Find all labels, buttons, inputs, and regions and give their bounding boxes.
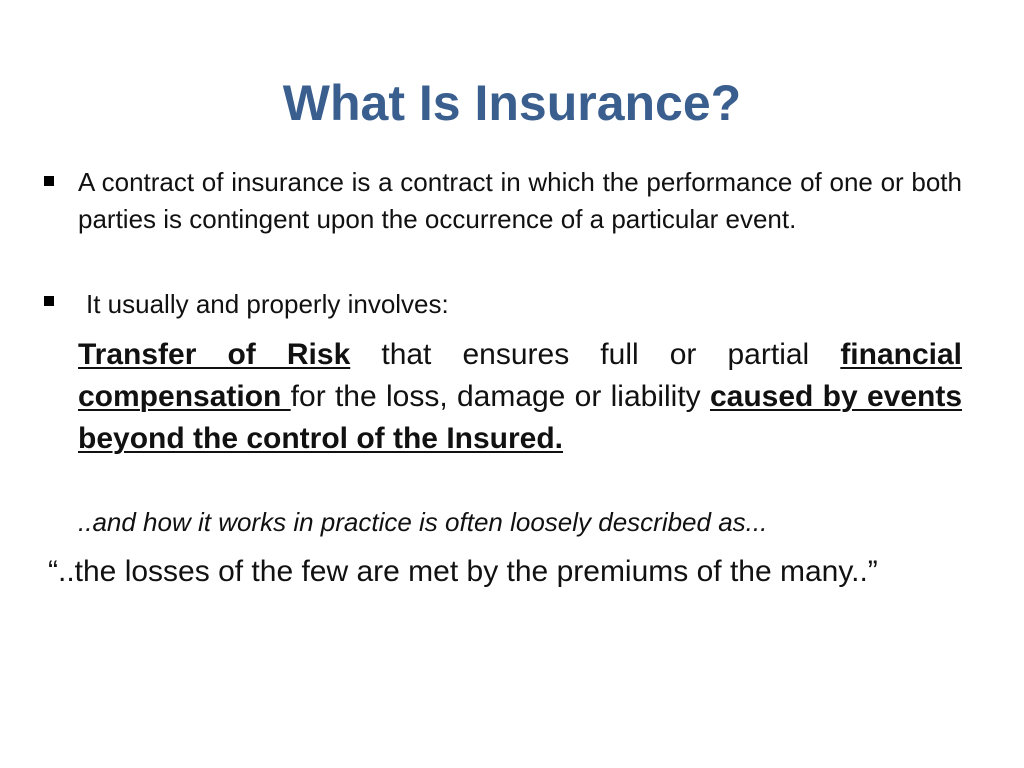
term-financial-compensation: financial compensation [78, 338, 963, 413]
bullet-square-icon [44, 296, 54, 306]
bullet-text-involves: It usually and properly involves: [86, 289, 449, 319]
term-caused-by-events: caused by events beyond the control of the Insured. [78, 380, 963, 455]
term-transfer-of-risk: Transfer of Risk [78, 338, 351, 371]
practice-note: ..and how it works in practice is often loosely described as... [78, 507, 768, 537]
definition-connector-1: that ensures full or partial [350, 338, 841, 371]
risk-transfer-definition [78, 334, 962, 460]
bullet-square-icon [44, 176, 54, 186]
slide-title: What Is Insurance? [282, 75, 742, 131]
quote-text: “..the losses of the few are met by the premiums of the many..” [48, 555, 878, 588]
bullet-text-contract-definition: A contract of insurance is a contract in which the performance of one or both parties is contingent upon the occurrence of a particular event. [78, 167, 962, 234]
definition-connector-2: for the loss, damage or liability [290, 380, 710, 413]
